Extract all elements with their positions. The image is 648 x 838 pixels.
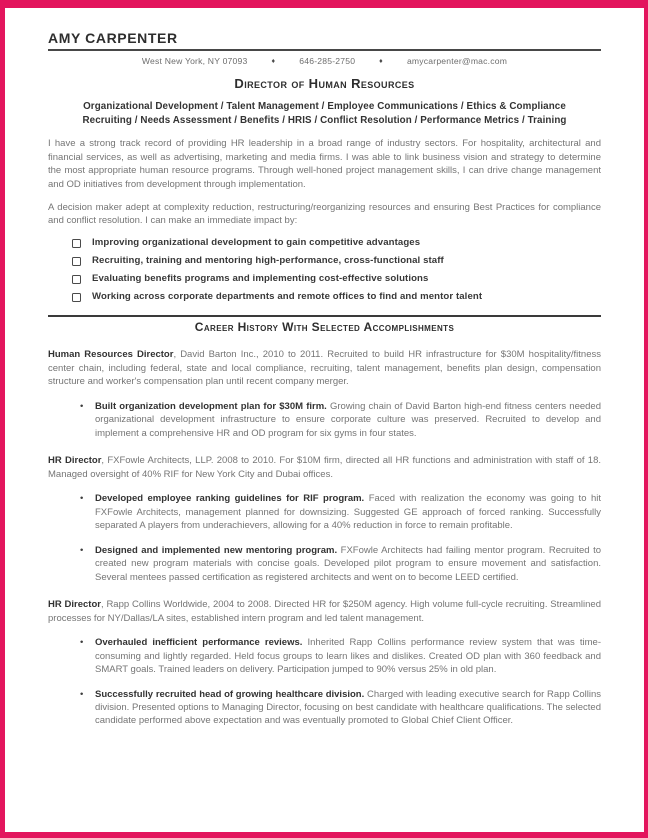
round-bullet-icon: • [80, 688, 84, 700]
accomplishment-text [95, 400, 601, 440]
job-entry [48, 348, 601, 440]
accomplishment-detail: Charged with leading executive search for Rapp Collins division. Presented options to Managing Director, focusing on best candidate with healthcare qualifications. The selected candidate performed above expectation and was eventually promoted to Global Chief Client Officer. [95, 688, 602, 727]
diamond-icon: ♦ [271, 57, 276, 65]
resume-content [5, 8, 644, 728]
job-summary [48, 454, 601, 481]
contact-email: amycarpenter@mac.com [406, 56, 508, 66]
accomplishment-text [95, 492, 601, 532]
contact-location: West New York, NY 07093 [141, 56, 248, 66]
job-accomplishment [48, 688, 601, 728]
summary-paragraph-1: I have a strong track record of providing HR leadership in a broad range of industry sectors. For hospitality, architectural and financial services, as well as advertising, marketing and media firms. I was able to link business vision and strategy to determine the most appropriate human resource programs. Through well-honed project management skills, I can drive change management and OD initiatives from development through implementation. [48, 138, 601, 190]
accomplishment-detail: Growing chain of David Barton high-end fitness centers needed organizational development infrastructure to ensure corporate culture was preserved. Recruited to develop and implement a comprehensive HR and OD program for six gyms in four states. [95, 400, 601, 439]
summary-bullet-text: Evaluating benefits programs and implementing cost-effective solutions [92, 273, 429, 285]
square-bullet-icon [72, 275, 81, 284]
skills-line-1: Organizational Development / Talent Management / Employee Communications / Ethics & Compliance [83, 101, 566, 112]
accomplishment-detail: FXFowle Architects had failing mentor program. Recruited to created new program materials with concise goals. Developed pilot program to ensure movement and satisfaction. Several mentees passed certification as registered architects and went on to become LEED certified. [95, 544, 601, 583]
summary-bullet-text: Improving organizational development to gain competitive advantages [92, 237, 421, 249]
job-description: , FXFowle Architects, LLP. 2008 to 2010. For $10M firm, directed all HR functions and administration with staff of 18. Managed oversight of 40% RIF for New York City and Dubai offices. [48, 455, 601, 480]
round-bullet-icon: • [80, 637, 84, 649]
accomplishment-text [95, 688, 601, 728]
accomplishment-detail: Faced with realization the economy was going to hit FXFowle Architects, management planned for downsizing. Suggested GE approach of forced ranking. Successfully separated A players from underachievers, allowing for a 40% reduction in force to remain profitable. [95, 493, 601, 532]
career-heading: Career History With Selected Accomplishments [194, 320, 455, 335]
job-accomplishment [48, 544, 601, 584]
job-title: HR Director [48, 599, 101, 611]
summary-paragraph-2: A decision maker adept at complexity reduction, restructuring/reorganizing resources and ensuring Best Practices for compliance and conflict resolution. I can make an immediate impact by: [48, 201, 601, 227]
job-accomplishment [48, 492, 601, 532]
header-divider [48, 49, 601, 51]
job-summary [48, 348, 601, 388]
diamond-icon: ♦ [379, 57, 383, 65]
job-summary [48, 598, 601, 625]
square-bullet-icon [72, 293, 81, 302]
square-bullet-icon [72, 239, 81, 248]
round-bullet-icon: • [80, 400, 84, 412]
job-description: , David Barton Inc., 2010 to 2011. Recruited to build HR infrastructure for $30M hospitality/fitness center chain, including federal, state and local compliance, recruiting, talent management, benefits plan design, compensation structure and worker's compensation plan until recent company merger. [48, 349, 602, 388]
summary-bullet-list [48, 237, 601, 302]
accomplishment-detail: Inherited Rapp Collins performance review system that was time-consuming and lightly regarded. Held focus groups to learn likes and dislikes. Created OD plan with 360 feedback and SMART goals. Trained leaders on delivery. Participation jumped to 90% versus 25% in old plan. [95, 637, 601, 676]
contact-phone: 646-285-2750 [299, 56, 356, 66]
summary-section [48, 137, 601, 302]
job-entry [48, 454, 601, 584]
summary-bullet-text: Recruiting, training and mentoring high-performance, cross-functional staff [92, 255, 444, 267]
accomplishment-lead: Overhauled inefficient performance reviews. [95, 637, 303, 649]
accomplishment-text [95, 636, 601, 676]
accomplishment-lead: Built organization development plan for $30M firm. [95, 400, 327, 412]
accomplishment-lead: Designed and implemented new mentoring program. [95, 544, 338, 556]
job-title: Human Resources Director [48, 349, 174, 361]
summary-bullet [48, 237, 601, 248]
skills-keywords [48, 100, 601, 128]
accomplishment-lead: Developed employee ranking guidelines for RIF program. [95, 493, 365, 505]
job-description: , Rapp Collins Worldwide, 2004 to 2008. Directed HR for $250M agency. High volume full-cycle recruiting. Streamlined processes for NY/Dallas/LA sites, established intern program and led talent management. [48, 599, 601, 624]
round-bullet-icon: • [80, 493, 84, 505]
job-title: HR Director [48, 455, 102, 467]
contact-line [48, 56, 601, 66]
job-accomplishment [48, 636, 601, 676]
accomplishment-lead: Successfully recruited head of growing healthcare division. [95, 688, 365, 700]
resume-header [48, 30, 601, 128]
resume-title: Director of Human Resources [234, 76, 415, 91]
square-bullet-icon [72, 257, 81, 266]
career-divider [48, 315, 601, 317]
accomplishment-text [95, 544, 601, 584]
round-bullet-icon: • [80, 544, 84, 556]
summary-bullet [48, 273, 601, 284]
job-accomplishment [48, 400, 601, 440]
summary-bullet [48, 291, 601, 302]
summary-bullet-text: Working across corporate departments and remote offices to find and mentor talent [92, 291, 483, 303]
skills-line-2: Recruiting / Needs Assessment / Benefits / HRIS / Conflict Resolution / Performance Metrics / Training [82, 115, 567, 127]
candidate-name: AMY CARPENTER [48, 30, 178, 46]
summary-bullet [48, 255, 601, 266]
career-section [48, 315, 601, 728]
job-entry [48, 598, 601, 728]
